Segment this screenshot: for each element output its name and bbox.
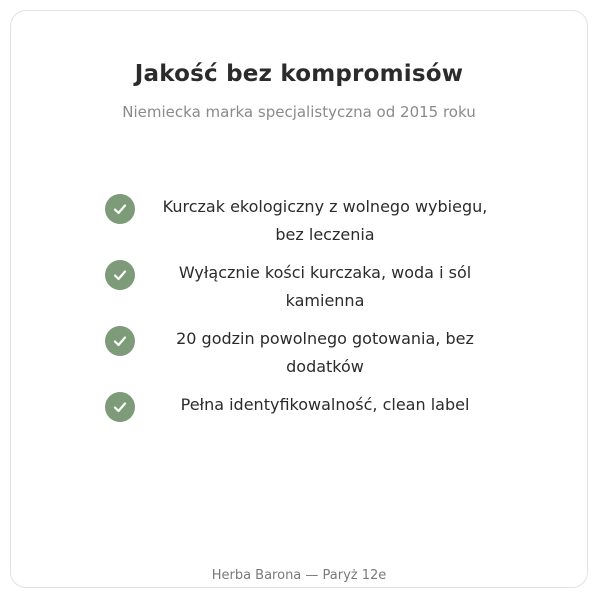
feature-item [105,191,495,249]
check-circle-icon [105,392,135,422]
page-subtitle: Niemiecka marka specjalistyczna od 2015 roku [122,103,476,121]
feature-text: 20 godzin powolnego gotowania, bez dodatków [176,329,474,376]
feature-list [105,191,495,429]
feature-text: Pełna identyfikowalność, clean label [180,395,470,414]
check-circle-icon [105,194,135,224]
feature-item [105,257,495,315]
check-circle-icon [105,260,135,290]
quality-card [10,10,588,588]
feature-item [105,323,495,381]
feature-text: Wyłącznie kości kurczaka, woda i sól kamienna [178,263,472,310]
feature-item [105,389,495,421]
feature-text: Kurczak ekologiczny z wolnego wybiegu, bez leczenia [162,197,488,244]
footer-text: Herba Barona — Paryż 12e [211,568,387,583]
check-circle-icon [105,326,135,356]
page-title: Jakość bez kompromisów [134,61,464,87]
